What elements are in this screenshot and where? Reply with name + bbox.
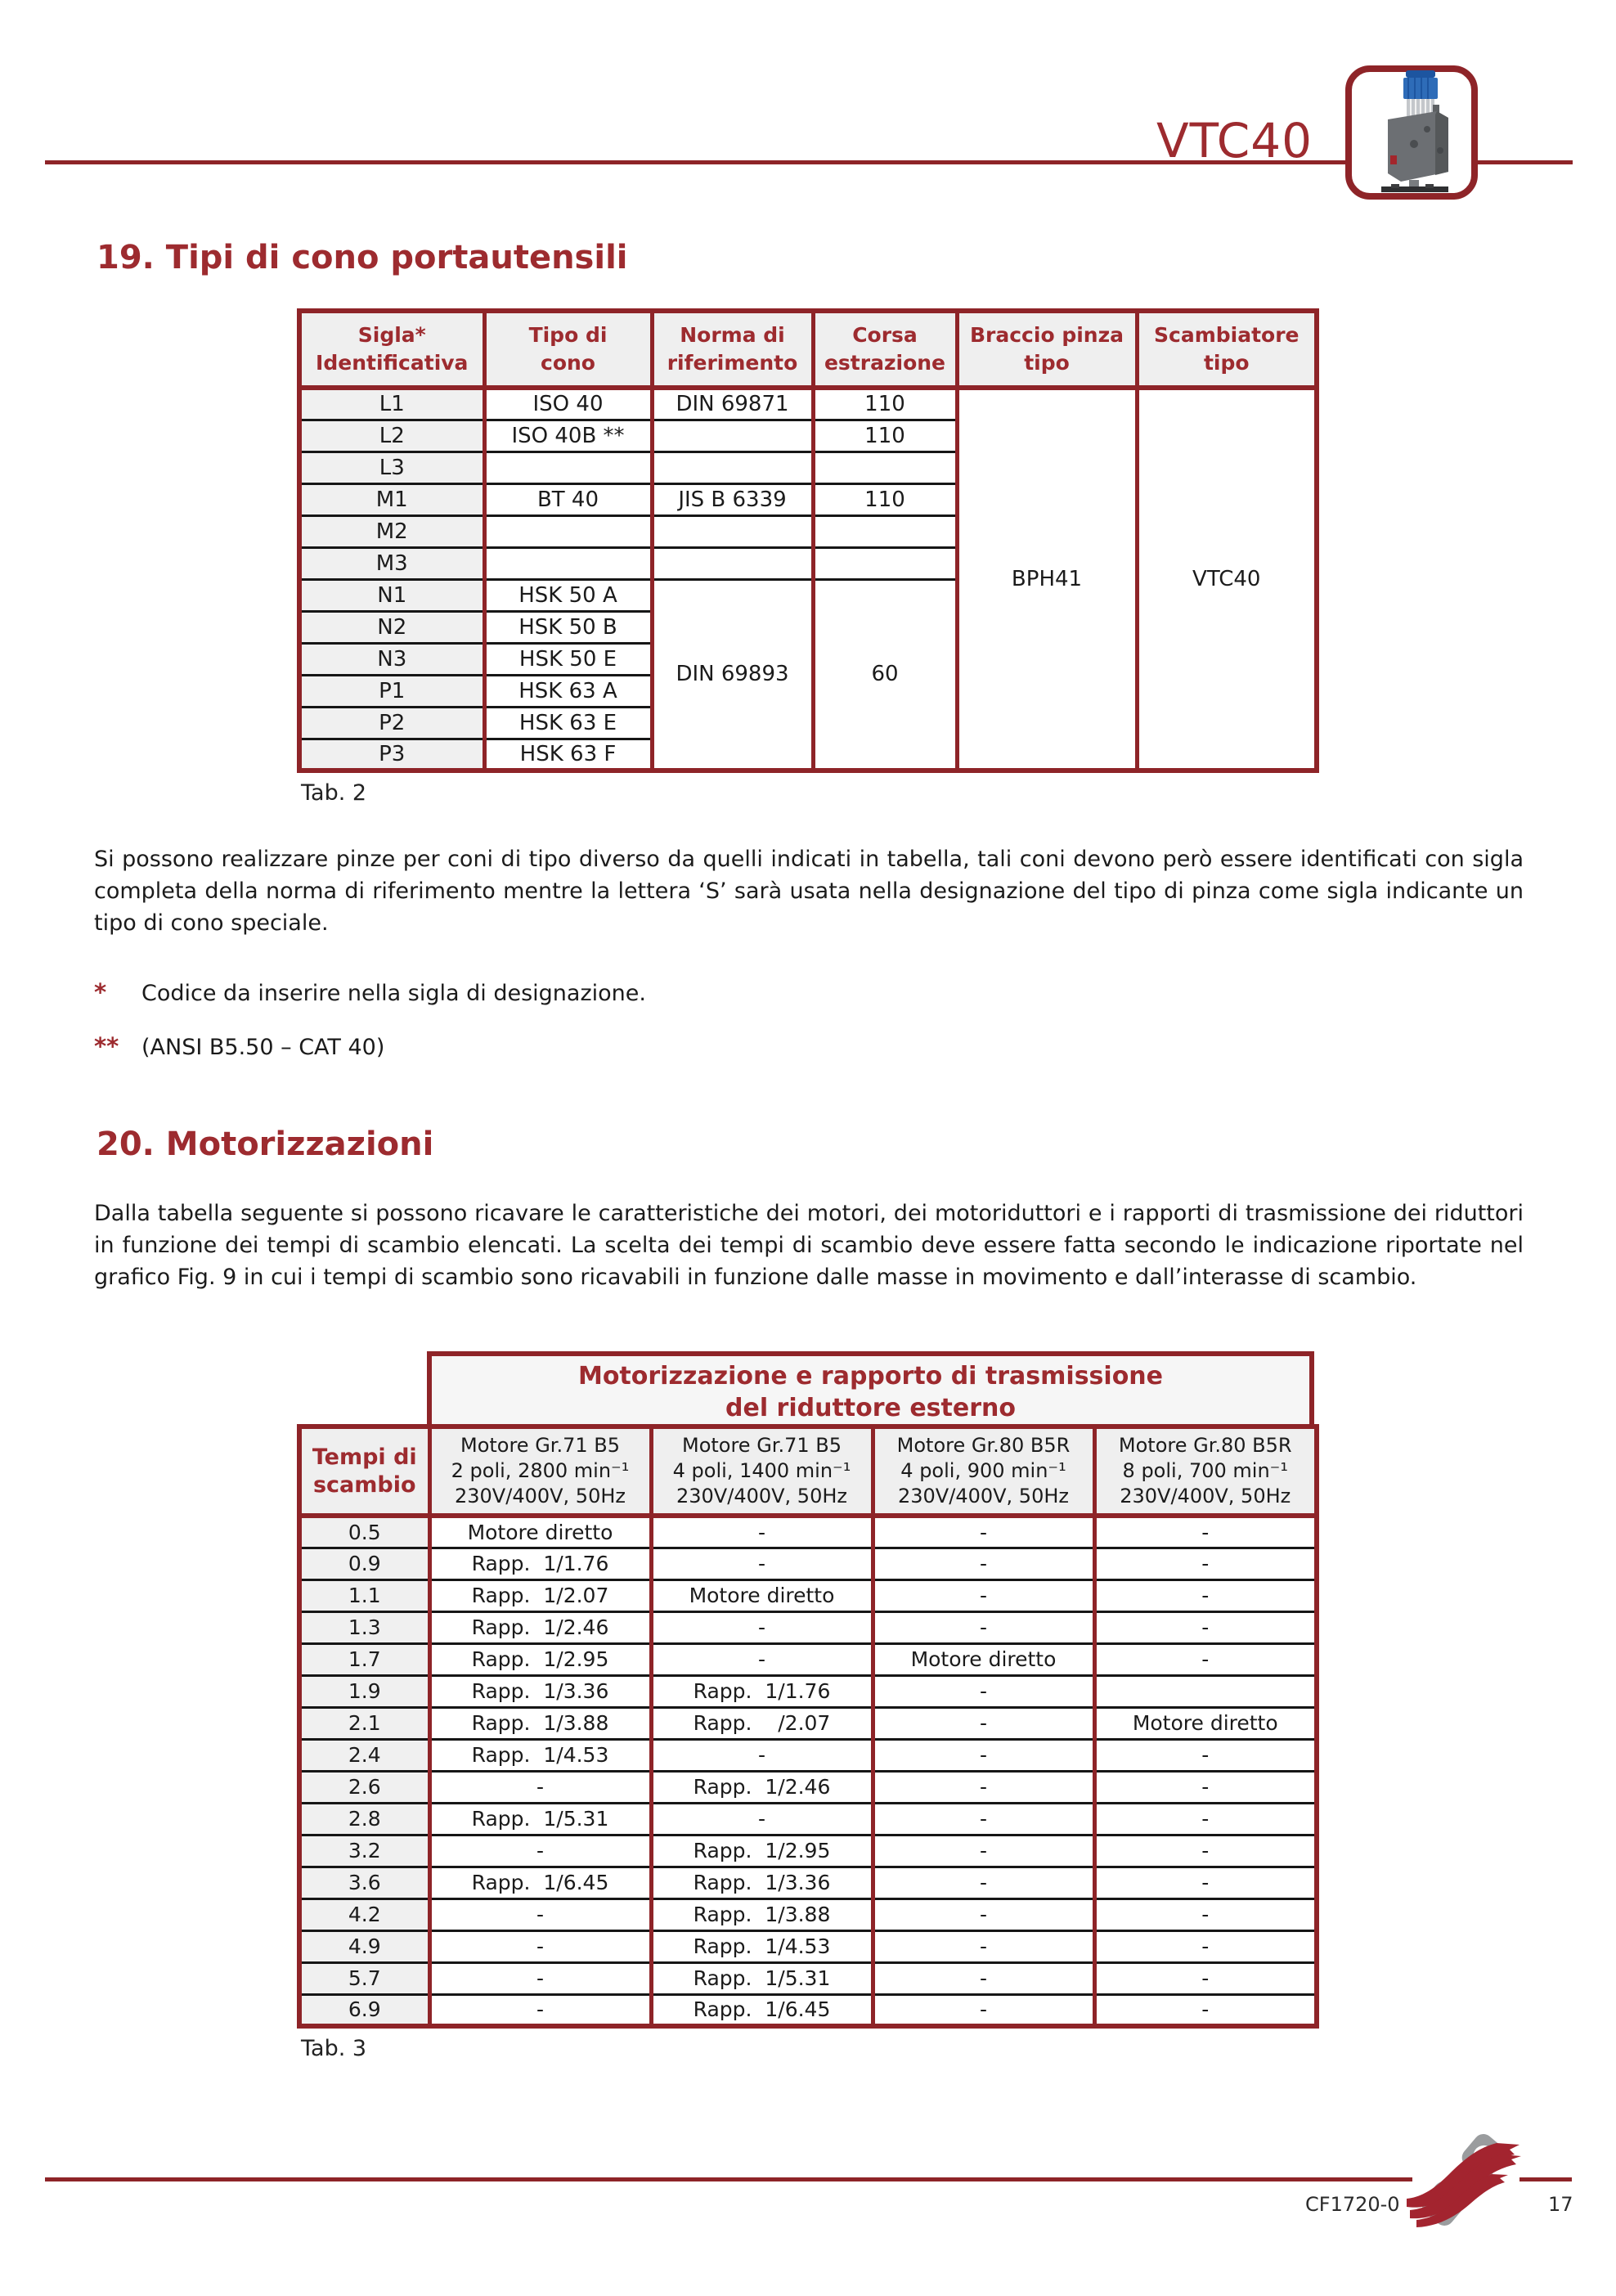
- cell: Rapp. 1/4.53: [429, 1739, 651, 1771]
- cell-tempo: 5.7: [299, 1962, 429, 1994]
- cell-tempo: 1.7: [299, 1643, 429, 1675]
- table-row: [299, 1898, 1317, 1930]
- table-row: [299, 1867, 1317, 1898]
- cell: -: [873, 1739, 1094, 1771]
- cell: Rapp. 1/2.46: [651, 1771, 873, 1803]
- cell: Rapp. 1/2.07: [429, 1579, 651, 1611]
- table-header-row: [299, 311, 1317, 388]
- cell-sigla: L3: [299, 452, 484, 483]
- cell-tipo: HSK 63 A: [484, 675, 652, 707]
- cell: -: [873, 1898, 1094, 1930]
- column-header-motor-4: Motore Gr.80 B5R 8 poli, 700 min⁻¹ 230V/400V, 50Hz: [1094, 1427, 1317, 1516]
- table-row: [299, 1962, 1317, 1994]
- cell: -: [873, 1771, 1094, 1803]
- cone-types-table: [297, 308, 1319, 773]
- cell-sigla: L1: [299, 388, 484, 420]
- cell-corsa: 110: [813, 420, 957, 452]
- table-row: [299, 1643, 1317, 1675]
- cell-braccio-merged: BPH41: [957, 388, 1137, 771]
- column-header: Tipo di cono: [484, 311, 652, 388]
- cell: Rapp. 1/3.36: [651, 1867, 873, 1898]
- cell: Rapp. 1/1.76: [651, 1675, 873, 1707]
- cell: Rapp. 1/6.45: [651, 1994, 873, 2026]
- table-row: [299, 1739, 1317, 1771]
- table-caption-tab3: Tab. 3: [301, 2036, 367, 2061]
- cell-sigla: M2: [299, 515, 484, 547]
- table-row: [299, 1994, 1317, 2026]
- cell: -: [873, 1516, 1094, 1548]
- cell: -: [651, 1548, 873, 1579]
- cell: -: [1094, 1548, 1317, 1579]
- cell-tempo: 6.9: [299, 1994, 429, 2026]
- table-row: [299, 1707, 1317, 1739]
- cell-tempo: 4.9: [299, 1930, 429, 1962]
- cell: -: [429, 1835, 651, 1867]
- section-19-paragraph: Si possono realizzare pinze per coni di tipo diverso da quelli indicati in tabella, tali coni devono però essere identificati con sigla completa della norma di riferimento mentre la lettera ‘S’ sarà usata nella designazione del tipo di pinza come sigla indicante un tipo di cono speciale.: [94, 847, 1524, 936]
- cell-sigla: N1: [299, 579, 484, 611]
- cell: [1094, 1675, 1317, 1707]
- column-header: Scambiatore tipo: [1137, 311, 1317, 388]
- cell: -: [651, 1739, 873, 1771]
- cell: -: [873, 1930, 1094, 1962]
- cell: -: [429, 1898, 651, 1930]
- cell-tempo: 2.6: [299, 1771, 429, 1803]
- cell-tempo: 3.2: [299, 1835, 429, 1867]
- cell-tempo: 0.5: [299, 1516, 429, 1548]
- cell-norma-merged: DIN 69893: [652, 579, 813, 771]
- cell: Rapp. 1/1.76: [429, 1548, 651, 1579]
- table-row: [299, 1930, 1317, 1962]
- cell-corsa: 110: [813, 388, 957, 420]
- cell-tipo: HSK 63 F: [484, 739, 652, 771]
- column-header-motor-2: Motore Gr.71 B5 4 poli, 1400 min⁻¹ 230V/400V, 50Hz: [651, 1427, 873, 1516]
- header-rule: [1476, 160, 1573, 164]
- cell: -: [651, 1516, 873, 1548]
- cell: -: [1094, 1611, 1317, 1643]
- cell-norma: JIS B 6339: [652, 483, 813, 515]
- cell-tipo: HSK 63 E: [484, 707, 652, 739]
- cell-tipo: HSK 50 B: [484, 611, 652, 643]
- footnote-text: (ANSI B5.50 – CAT 40): [141, 1035, 385, 1060]
- cell-corsa: 110: [813, 483, 957, 515]
- cell-sigla: N2: [299, 611, 484, 643]
- cell: Rapp. 1/5.31: [651, 1962, 873, 1994]
- cell-sigla: P1: [299, 675, 484, 707]
- cell: -: [1094, 1739, 1317, 1771]
- double-asterisk-icon: **: [94, 1032, 119, 1060]
- doc-code: CF1720-0: [1305, 2193, 1400, 2216]
- cell: -: [1094, 1643, 1317, 1675]
- motorization-table-title: Motorizzazione e rapporto di trasmissione del riduttore esterno: [427, 1351, 1314, 1424]
- cell-tipo: [484, 452, 652, 483]
- cell: Motore diretto: [873, 1643, 1094, 1675]
- cell: Rapp. 1/4.53: [651, 1930, 873, 1962]
- cell: -: [1094, 1930, 1317, 1962]
- cell: -: [873, 1548, 1094, 1579]
- column-header-tempi: Tempi di scambio: [299, 1427, 429, 1516]
- footnote-text: Codice da inserire nella sigla di designazione.: [141, 981, 646, 1006]
- cell: -: [429, 1930, 651, 1962]
- table-row: [299, 1548, 1317, 1579]
- column-header: Sigla* Identificativa: [299, 311, 484, 388]
- asterisk-icon: *: [94, 978, 107, 1006]
- cell-norma: [652, 515, 813, 547]
- footnote-single-star: [94, 978, 1616, 1006]
- cell: -: [873, 1675, 1094, 1707]
- cell-tempo: 2.1: [299, 1707, 429, 1739]
- cell: Motore diretto: [429, 1516, 651, 1548]
- cell-tempo: 3.6: [299, 1867, 429, 1898]
- header-rule: [45, 160, 1347, 164]
- cell-tempo: 2.4: [299, 1739, 429, 1771]
- cell-sigla: M1: [299, 483, 484, 515]
- cell-corsa: [813, 515, 957, 547]
- cell: Motore diretto: [651, 1579, 873, 1611]
- product-thumbnail-box: [1345, 65, 1478, 200]
- cell-sigla: P2: [299, 707, 484, 739]
- cell-corsa: [813, 452, 957, 483]
- cell: Rapp. 1/3.88: [429, 1707, 651, 1739]
- cell-norma: [652, 420, 813, 452]
- section-20-paragraph: Dalla tabella seguente si possono ricavare le caratteristiche dei motori, dei motoriduttori e i rapporti di trasmissione dei riduttori in funzione dei tempi di scambio elencati. La scelta dei tempi di scambio deve essere fatta secondo le indicazione riportate nel grafico Fig. 9 in cui i tempi di scambio sono ricavabili in funzione dalle masse in movimento e dall’interasse di scambio.: [94, 1201, 1524, 1290]
- cell-corsa-merged: 60: [813, 579, 957, 771]
- cell-tipo: ISO 40: [484, 388, 652, 420]
- cell: Rapp. 1/6.45: [429, 1867, 651, 1898]
- cell: -: [873, 1867, 1094, 1898]
- section-19-title: 19. Tipi di cono portautensili: [97, 239, 628, 276]
- cell-sigla: L2: [299, 420, 484, 452]
- table-row: [299, 388, 1317, 420]
- table-row: [299, 1771, 1317, 1803]
- cell: -: [873, 1579, 1094, 1611]
- cell: -: [429, 1962, 651, 1994]
- cell: Rapp. 1/3.36: [429, 1675, 651, 1707]
- cell-corsa: [813, 547, 957, 579]
- cell: -: [1094, 1994, 1317, 2026]
- cell-tipo: [484, 515, 652, 547]
- machine-icon: [1363, 69, 1460, 196]
- column-header-motor-3: Motore Gr.80 B5R 4 poli, 900 min⁻¹ 230V/400V, 50Hz: [873, 1427, 1094, 1516]
- cone-types-table-header: [299, 311, 1317, 388]
- page-number: 17: [1548, 2193, 1573, 2216]
- table-caption-tab2: Tab. 2: [301, 780, 367, 806]
- motorization-table: [297, 1424, 1319, 2029]
- cell: -: [429, 1994, 651, 2026]
- cell-sigla: N3: [299, 643, 484, 675]
- motorization-table-header: [299, 1427, 1317, 1516]
- cell: Motore diretto: [1094, 1707, 1317, 1739]
- cell-sigla: P3: [299, 739, 484, 771]
- cell: -: [873, 1707, 1094, 1739]
- table-row: [299, 1611, 1317, 1643]
- table-row: [299, 1516, 1317, 1548]
- cell: -: [873, 1835, 1094, 1867]
- cell: -: [873, 1611, 1094, 1643]
- column-header: Braccio pinza tipo: [957, 311, 1137, 388]
- column-header: Corsa estrazione: [813, 311, 957, 388]
- cell: -: [651, 1803, 873, 1835]
- cell-scambiatore-merged: VTC40: [1137, 388, 1317, 771]
- table-row: [299, 1835, 1317, 1867]
- cell-tempo: 4.2: [299, 1898, 429, 1930]
- cell-tipo: BT 40: [484, 483, 652, 515]
- cell-sigla: M3: [299, 547, 484, 579]
- page-title-model: VTC40: [1156, 113, 1313, 168]
- cell: Rapp. 1/2.95: [429, 1643, 651, 1675]
- cell-tempo: 1.9: [299, 1675, 429, 1707]
- cell: -: [1094, 1962, 1317, 1994]
- cell: -: [1094, 1516, 1317, 1548]
- cell-norma: DIN 69871: [652, 388, 813, 420]
- cell: -: [1094, 1835, 1317, 1867]
- column-header: Norma di riferimento: [652, 311, 813, 388]
- cell: -: [873, 1994, 1094, 2026]
- table-row: [299, 1579, 1317, 1611]
- cell-tempo: 2.8: [299, 1803, 429, 1835]
- cell-tipo: [484, 547, 652, 579]
- cell: Rapp. 1/2.95: [651, 1835, 873, 1867]
- cell-norma: [652, 547, 813, 579]
- table-header-row: [299, 1427, 1317, 1516]
- table-row: [299, 1675, 1317, 1707]
- cell: -: [873, 1803, 1094, 1835]
- cell-tempo: 0.9: [299, 1548, 429, 1579]
- cell: Rapp. /2.07: [651, 1707, 873, 1739]
- cell: Rapp. 1/3.88: [651, 1898, 873, 1930]
- cell-tempo: 1.1: [299, 1579, 429, 1611]
- cell: Rapp. 1/5.31: [429, 1803, 651, 1835]
- cell: -: [429, 1771, 651, 1803]
- cell: -: [1094, 1803, 1317, 1835]
- footer-rule: [1519, 2177, 1572, 2181]
- cell-tipo: HSK 50 E: [484, 643, 652, 675]
- column-header-motor-1: Motore Gr.71 B5 2 poli, 2800 min⁻¹ 230V/400V, 50Hz: [429, 1427, 651, 1516]
- cell-tempo: 1.3: [299, 1611, 429, 1643]
- footnote-double-star: [94, 1032, 1616, 1060]
- cell: -: [651, 1611, 873, 1643]
- cell: -: [651, 1643, 873, 1675]
- section-20-title: 20. Motorizzazioni: [97, 1126, 434, 1163]
- cell: -: [1094, 1867, 1317, 1898]
- cell-tipo: HSK 50 A: [484, 579, 652, 611]
- cell: -: [873, 1962, 1094, 1994]
- cell: -: [1094, 1898, 1317, 1930]
- motorization-table-wrap: [297, 1351, 1314, 2029]
- cell-norma: [652, 452, 813, 483]
- footer-rule: [45, 2177, 1412, 2181]
- table-row: [299, 1803, 1317, 1835]
- cell: -: [1094, 1579, 1317, 1611]
- cell: -: [1094, 1771, 1317, 1803]
- gear-swoosh-logo-icon: [1405, 2132, 1524, 2228]
- cell-tipo: ISO 40B **: [484, 420, 652, 452]
- cell: Rapp. 1/2.46: [429, 1611, 651, 1643]
